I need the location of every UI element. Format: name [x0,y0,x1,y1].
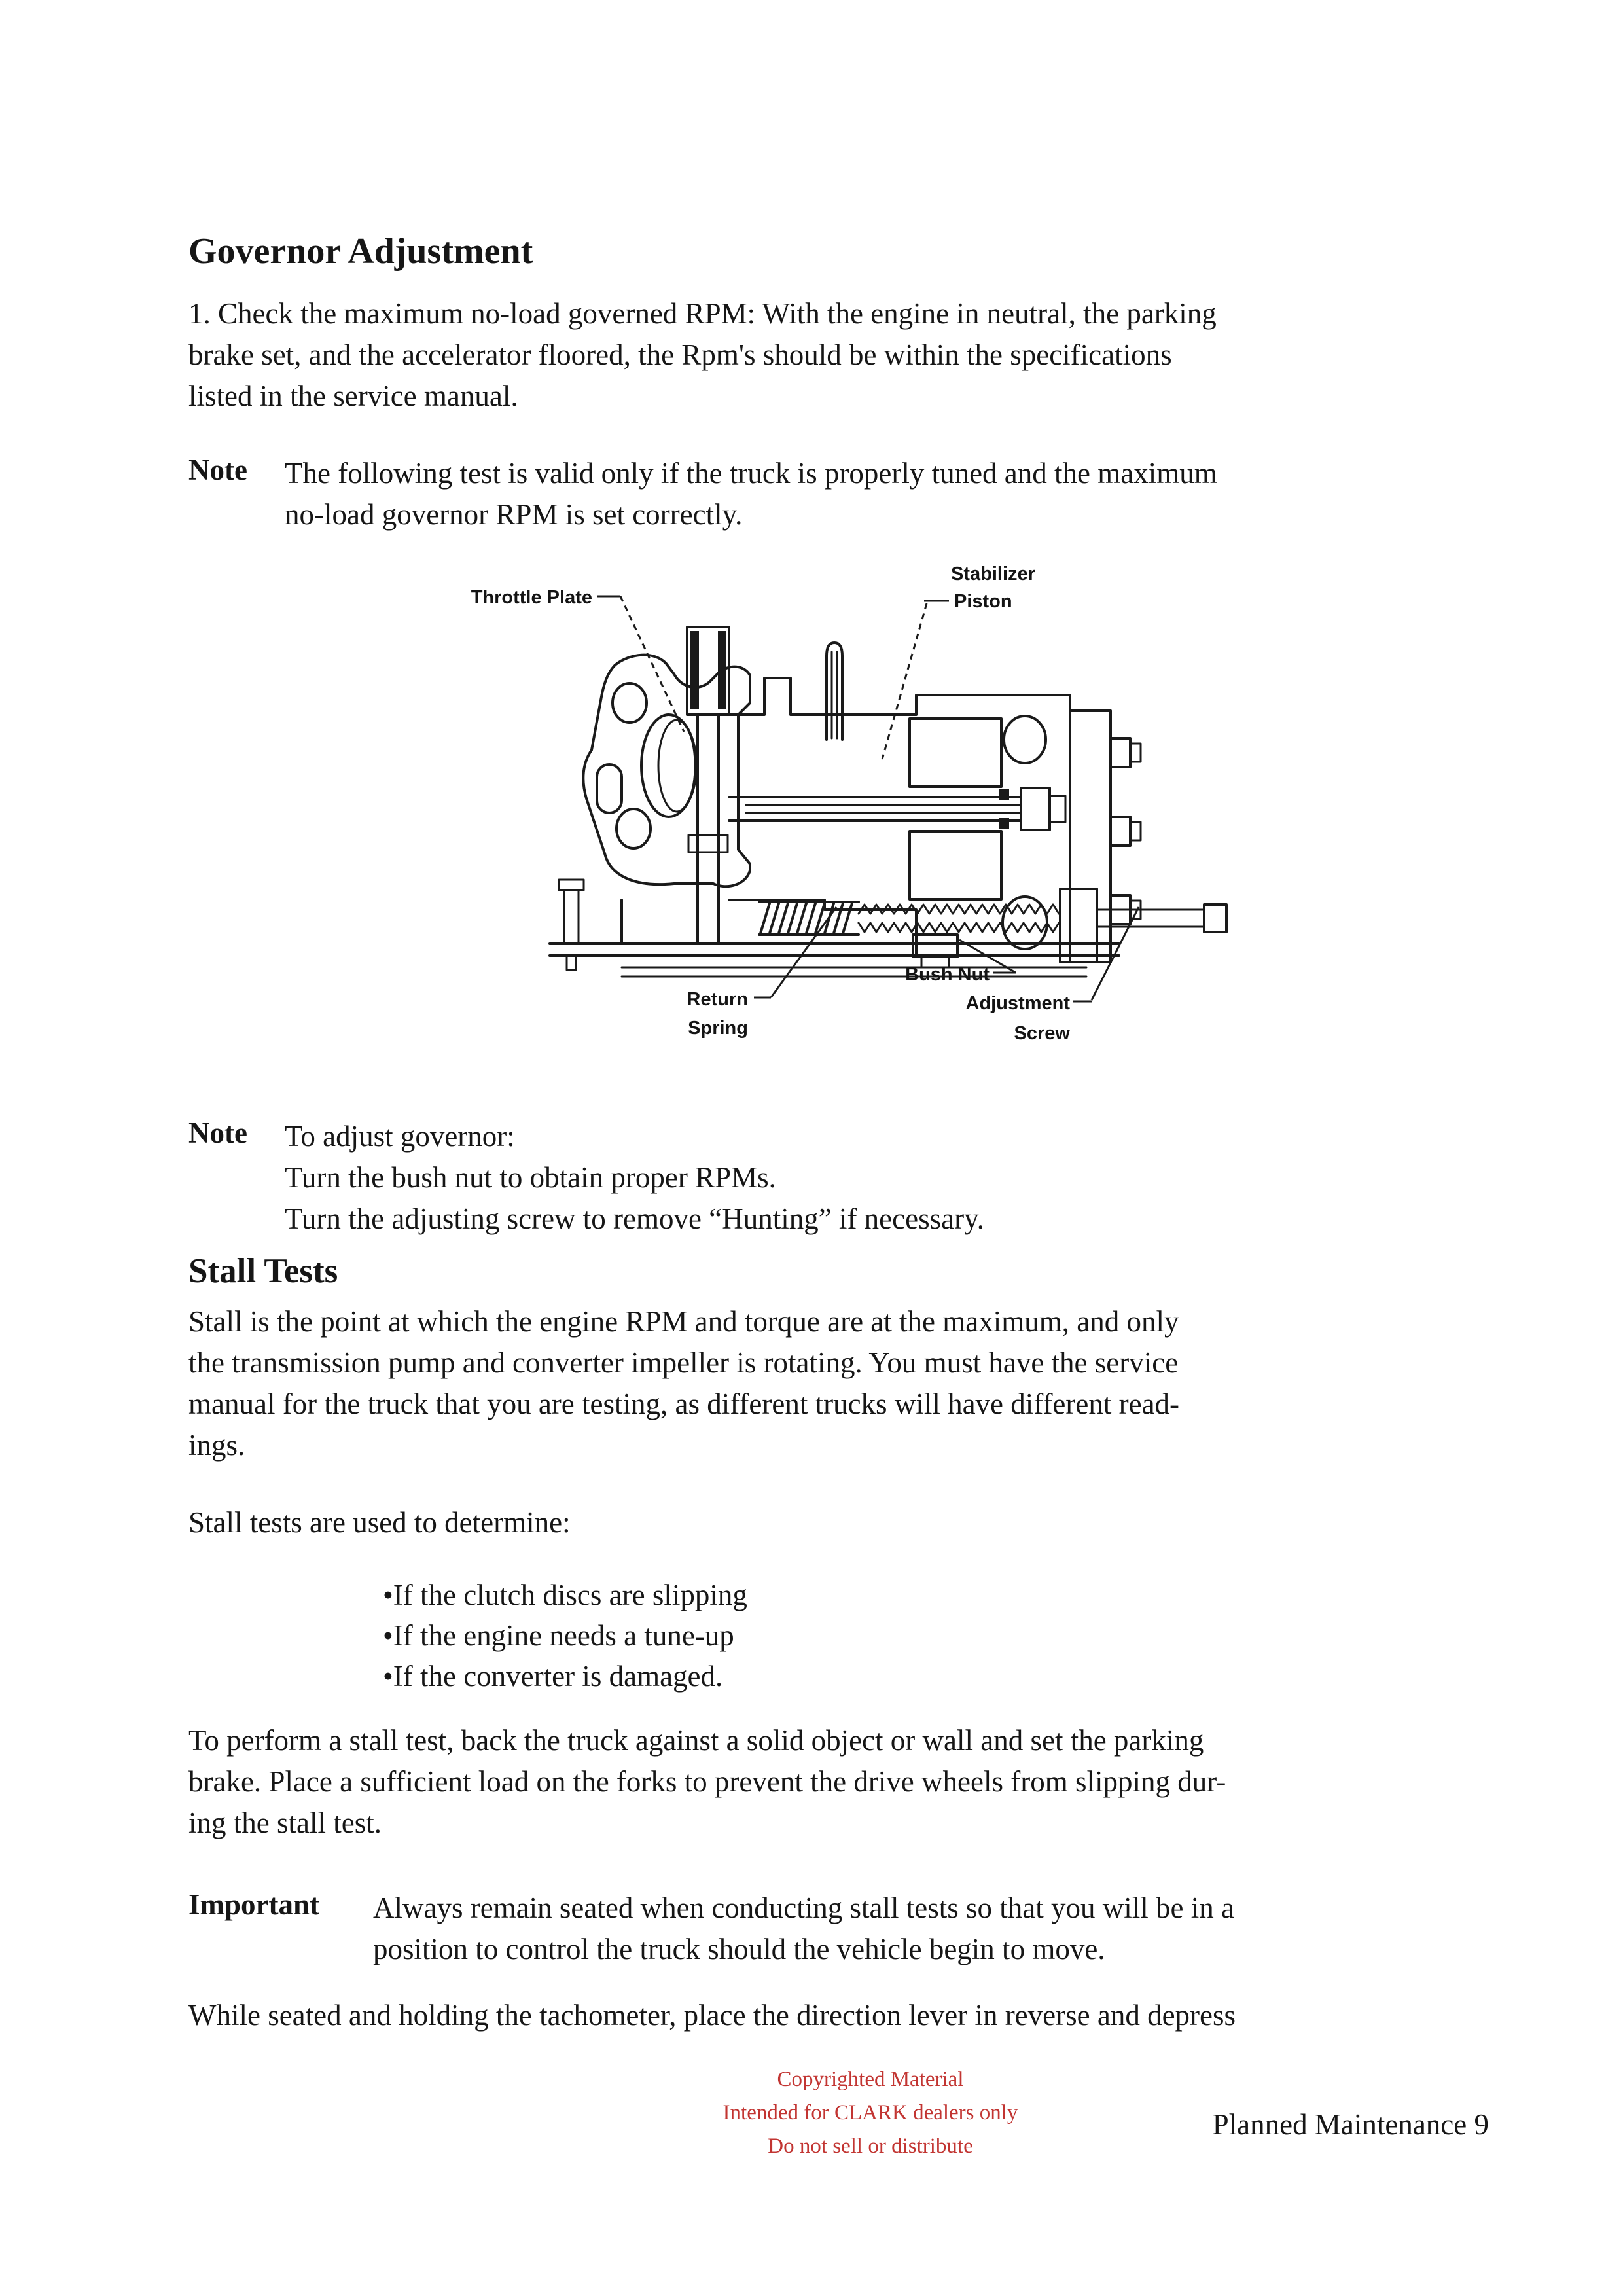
piston-end-nut [1021,788,1050,830]
stud-cap [559,880,584,890]
page-footer-label: Planned Maintenance 9 [1212,2108,1489,2141]
paragraph-stall-tests-used: Stall tests are used to determine: [188,1506,571,1539]
note1-label: Note [188,454,247,486]
return-spring-label-line2: Spring [688,1018,748,1039]
throttle-plate-disc-inner [658,720,695,812]
bolt-2 [1111,817,1130,846]
paragraph-governed-rpm: 1. Check the maximum no-load governed RPM: With the engine in neutral, the parking brake set, and the accelerator floored, the Rpm's should be within the specifications listed in the service manual. [188,297,1217,412]
adjustment-screw-leader [1092,907,1139,1000]
flange-slot [597,764,622,813]
shaft-collar [688,835,728,852]
governor-diagram [458,543,1243,1067]
stabilizer-label-line2: Piston [954,591,1012,612]
cover-plate [1070,711,1111,962]
spring-coils [760,903,852,933]
rod-bracket [1060,889,1097,962]
rod-threads-bottom [859,923,1059,932]
bolt-1 [1111,738,1130,767]
important-text: Always remain seated when conducting stall tests so that you will be in a position to control the truck should the vehicle begin to move. [373,1892,1234,1965]
important-label: Important [188,1888,319,1921]
note2-label: Note [188,1117,247,1149]
piston-block-lower [910,831,1001,899]
stud-foot [567,956,576,970]
piston-end-nut-tip [1050,796,1065,822]
return-spring-leader [771,907,836,997]
bolt-2-tip [1130,822,1141,840]
adjustment-screw-label-line1: Adjustment [965,993,1070,1014]
paragraph-stall-definition: Stall is the point at which the engine RPM and torque are at the maximum, and only the transmission pump and converter impeller is rotating. You must have the service manual for the truck that you are testing, as different trucks will have different read- ings. [188,1305,1180,1462]
flange-hole-top [613,683,647,723]
stall-test-bullet-list: •If the clutch discs are slipping •If the engine needs a tune-up •If the converter is damaged. [383,1579,747,1693]
bolt-1-tip [1130,744,1141,762]
stabilizer-label-line1: Stabilizer [951,564,1035,584]
body-hole-upper-right [1004,716,1046,763]
shaft-tower-shade-right [718,631,726,709]
note2-text: To adjust governor: Turn the bush nut to obtain proper RPMs. Turn the adjusting screw to remove “Hunting” if necessary. [285,1120,984,1235]
note1-text: The following test is valid only if the truck is properly tuned and the maximum no-load governor RPM is set correctly. [285,457,1217,531]
page-title: Governor Adjustment [188,231,533,272]
stabilizer-stem [827,643,842,740]
piston-block-upper [910,719,1001,787]
screw-tip [1204,905,1226,932]
bush-nut-part [913,935,957,957]
paragraph-perform-stall-test: To perform a stall test, back the truck against a solid object or wall and set the parking brake. Place a sufficient load on the forks to prevent the drive wheels from slipping dur- ing the stall test. [188,1724,1226,1839]
copyright-notice: Copyrighted Material Intended for CLARK dealers only Do not sell or distribute [722,2068,1018,2158]
stabilizer-leader [882,603,927,759]
throttle-plate-leader [620,596,684,732]
bush-nut-label: Bush Nut [905,964,990,985]
paragraph-while-seated: While seated and holding the tachometer, place the direction lever in reverse and depress [188,1999,1236,2032]
governor-diagram-drawing [458,543,1243,1067]
section-title-stall-tests: Stall Tests [188,1252,338,1290]
shaft-tower-shade-left [690,631,699,709]
body-right-bottom-edge [729,695,1070,956]
adjustment-screw-label-line2: Screw [1014,1023,1070,1044]
stud-body [564,890,579,944]
return-spring-label-line1: Return [687,989,748,1010]
throttle-plate-label: Throttle Plate [471,587,592,608]
flange-hole-bottom [616,809,651,848]
